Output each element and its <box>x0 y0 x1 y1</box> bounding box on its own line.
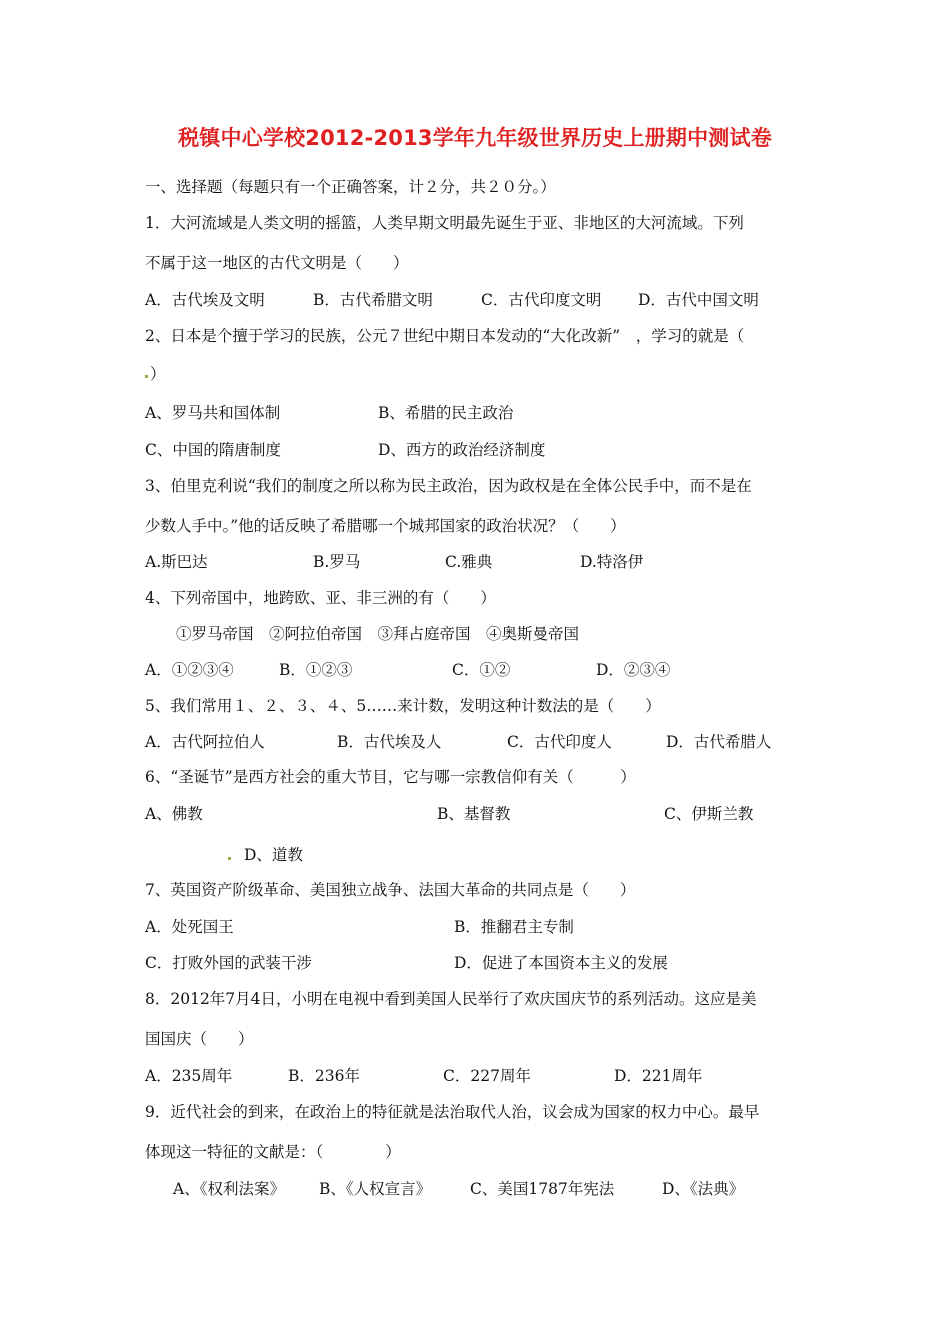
q6-option-d: D、道教 <box>244 846 303 864</box>
q4-option-a: A．①②③④ <box>145 661 234 679</box>
q9-option-a: A、《权利法案》 <box>173 1180 285 1198</box>
q7-option-a: A．处死国王 <box>145 918 234 936</box>
scan-speck <box>228 857 231 860</box>
q3-option-b: B.罗马 <box>313 553 361 571</box>
question-8-text: 8．2012年7月4日，小明在电视中看到美国人民举行了欢庆国庆节的系列活动。这应是美 <box>145 990 757 1008</box>
section-heading: 一、选择题（每题只有一个正确答案，计２分，共２０分。） <box>145 178 556 196</box>
q3-option-a: A.斯巴达 <box>145 553 208 571</box>
q5-option-c: C．古代印度人 <box>507 733 612 751</box>
question-2-text-cont: ） <box>150 365 166 383</box>
question-2-text: 2、日本是个擅于学习的民族，公元７世纪中期日本发动的“大化改新” ，学习的就是（ <box>145 327 745 345</box>
q8-option-c: C．227周年 <box>443 1067 531 1085</box>
q7-option-d: D．促进了本国资本主义的发展 <box>454 954 668 972</box>
question-1-text-cont: 不属于这一地区的古代文明是（ ） <box>145 254 409 272</box>
q9-option-b: B、《人权宣言》 <box>319 1180 432 1198</box>
question-1-text: 1．大河流域是人类文明的摇篮，人类早期文明最先诞生于亚、非地区的大河流域。下列 <box>145 214 744 232</box>
q8-option-a: A．235周年 <box>145 1067 233 1085</box>
q2-option-d: D、西方的政治经济制度 <box>378 441 546 459</box>
q6-option-c: C、伊斯兰教 <box>664 805 754 823</box>
q9-option-d: D、《法典》 <box>662 1180 745 1198</box>
question-4-items: ①罗马帝国 ②阿拉伯帝国 ③拜占庭帝国 ④奥斯曼帝国 <box>176 625 580 643</box>
q5-option-a: A．古代阿拉伯人 <box>145 733 265 751</box>
q1-option-b: B．古代希腊文明 <box>313 291 433 309</box>
question-3-text: 3、伯里克利说“我们的制度之所以称为民主政治，因为政权是在全体公民手中，而不是在 <box>145 477 752 495</box>
q5-option-d: D．古代希腊人 <box>666 733 772 751</box>
q9-option-c: C、美国1787年宪法 <box>470 1180 615 1198</box>
question-6-text: 6、“圣诞节”是西方社会的重大节目，它与哪一宗教信仰有关（ ） <box>145 768 636 786</box>
q4-option-b: B．①②③ <box>279 661 353 679</box>
q3-option-c: C.雅典 <box>445 553 493 571</box>
q6-option-b: B、基督教 <box>437 805 511 823</box>
q5-option-b: B．古代埃及人 <box>337 733 442 751</box>
q8-option-b: B．236年 <box>288 1067 360 1085</box>
question-8-text-cont: 国国庆（ ） <box>145 1030 254 1048</box>
q6-option-a: A、佛教 <box>145 805 203 823</box>
question-7-text: 7、英国资产阶级革命、美国独立战争、法国大革命的共同点是（ ） <box>145 881 636 899</box>
q2-option-c: C、中国的隋唐制度 <box>145 441 281 459</box>
q8-option-d: D．221周年 <box>614 1067 703 1085</box>
q2-option-b: B、希腊的民主政治 <box>378 404 514 422</box>
q1-option-c: C．古代印度文明 <box>481 291 602 309</box>
q4-option-c: C．①② <box>452 661 511 679</box>
q1-option-a: A．古代埃及文明 <box>145 291 265 309</box>
q7-option-b: B．推翻君主专制 <box>454 918 574 936</box>
q4-option-d: D．②③④ <box>596 661 671 679</box>
q1-option-d: D．古代中国文明 <box>638 291 759 309</box>
question-9-text: 9．近代社会的到来，在政治上的特征就是法治取代人治，议会成为国家的权力中心。最早 <box>145 1103 760 1121</box>
q3-option-d: D.特洛伊 <box>580 553 644 571</box>
q2-option-a: A、罗马共和国体制 <box>145 404 281 422</box>
question-9-text-cont: 体现这一特征的文献是：（ ） <box>145 1143 401 1161</box>
page-title: 税镇中心学校2012-2013学年九年级世界历史上册期中测试卷 <box>178 126 772 150</box>
scan-speck <box>145 375 148 378</box>
question-5-text: 5、我们常用１、２、３、４、5……来计数，发明这种计数法的是（ ） <box>145 697 661 715</box>
question-4-text: 4、下列帝国中，地跨欧、亚、非三洲的有（ ） <box>145 589 496 607</box>
q7-option-c: C．打败外国的武装干涉 <box>145 954 312 972</box>
question-3-text-cont: 少数人手中。”他的话反映了希腊哪一个城邦国家的政治状况？（ ） <box>145 517 626 535</box>
